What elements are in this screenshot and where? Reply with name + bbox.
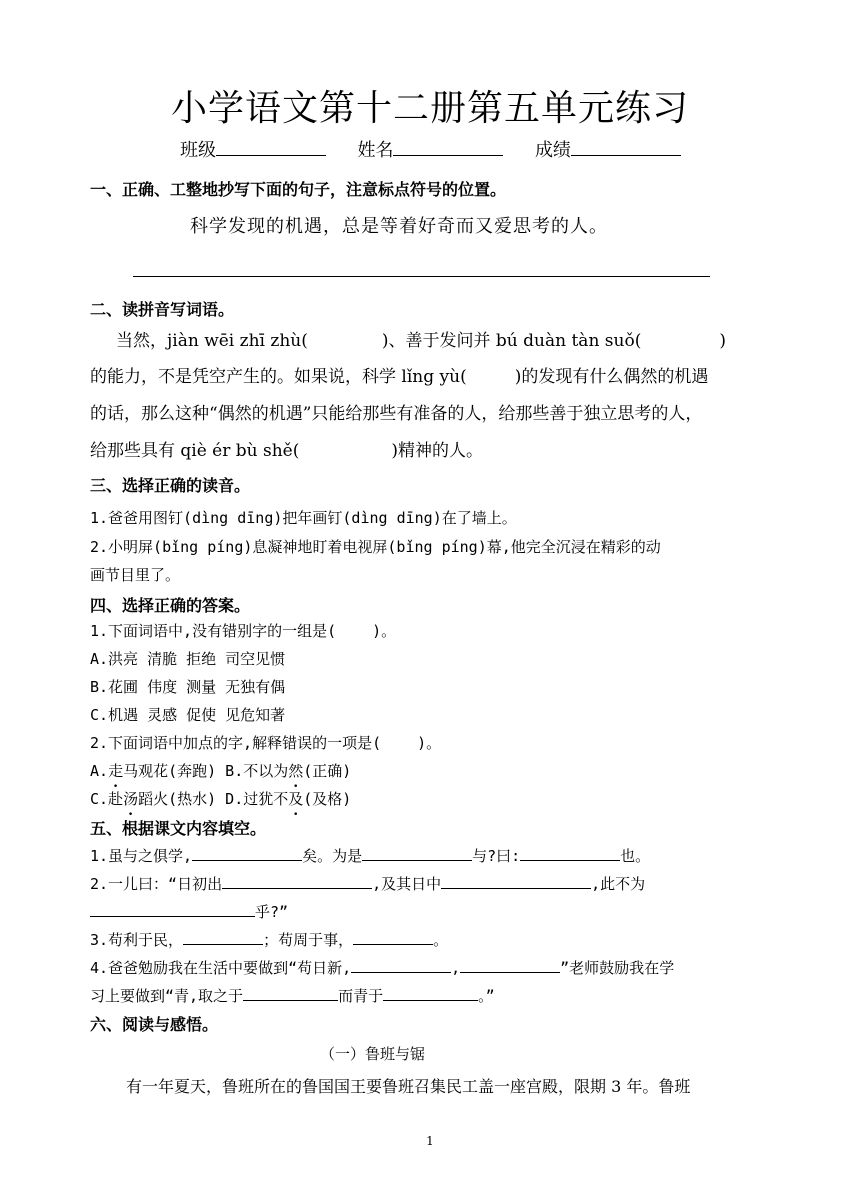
page-title: 小学语文第十二册第五单元练习	[170, 88, 689, 129]
class-label: 班级	[180, 140, 216, 161]
dotted-char: 然	[288, 762, 304, 780]
fill-text: 矣。为是	[302, 847, 363, 865]
fill-text: 。”	[478, 987, 495, 1005]
option-c: C.机遇 灵感 促使 见危知著	[90, 706, 286, 724]
question-text: )。	[417, 734, 442, 752]
score-label: 成绩	[534, 140, 571, 161]
section-4-heading: 四、选择正确的答案。	[90, 596, 251, 615]
fill-text: 1.虽与之俱学,	[90, 847, 193, 865]
option-b: B.花圃 伟度 测量 无独有偶	[90, 678, 286, 696]
question-text: )。	[372, 622, 397, 640]
fill-text: 3.苟利于民，	[90, 931, 184, 949]
option-text: (正确)	[303, 762, 352, 780]
dotted-char: 汤	[123, 790, 139, 808]
option-a: A.洪亮 清脆 拒绝 司空见惯	[90, 650, 286, 668]
fill-text: ”老师鼓励我在学	[560, 959, 675, 977]
pinyin-line-1	[116, 326, 726, 351]
pinyin-text: 的能力，不是凭空产生的。如果说，科学 lǐng yù(	[90, 367, 467, 387]
fill-text: ,	[451, 959, 461, 977]
copy-sentence: 科学发现的机遇，总是等着好奇而又爱思考的人。	[190, 216, 608, 237]
pinyin-text: 给那些具有 qiè ér bù shě(	[90, 441, 300, 461]
fill-blank[interactable]	[520, 844, 620, 861]
fill-text: 乎?”	[255, 903, 289, 921]
dotted-char: 走	[108, 762, 124, 780]
pinyin-text: )的发现有什么偶然的机遇	[514, 367, 709, 387]
fill-blank[interactable]	[353, 928, 433, 945]
choice-question-1	[90, 620, 396, 641]
fill-text: 与?曰:	[472, 847, 521, 865]
reading-question-2-cont: 画节目里了。	[90, 566, 181, 584]
fill-question-2	[90, 872, 645, 894]
pinyin-line-3: 的话，那么这种“偶然的机遇”只能给那些有准备的人，给那些善于独立思考的人，	[90, 404, 703, 424]
section-2-heading: 二、读拼音写词语。	[90, 300, 235, 319]
class-field[interactable]	[216, 139, 326, 156]
section-1-heading: 一、正确、工整地抄写下面的句子，注意标点符号的位置。	[90, 180, 507, 199]
fill-question-4	[90, 956, 674, 978]
pinyin-text: )	[719, 331, 726, 351]
pinyin-text: 当然，jiàn wēi zhī zhù(	[116, 331, 308, 351]
student-info-row	[180, 136, 681, 162]
fill-text: ；苟周于事，	[263, 931, 354, 949]
score-field[interactable]	[571, 139, 681, 156]
section-3-heading: 三、选择正确的读音。	[90, 476, 251, 495]
pinyin-line-2	[90, 362, 708, 387]
choice-question-2	[90, 732, 441, 753]
question-text: 1.下面词语中,没有错别字的一组是(	[90, 622, 337, 640]
reading-question-1: 1.爸爸用图钉(dìng dīng)把年画钉(dìng dīng)在了墙上。	[90, 509, 517, 527]
fill-text: 4.爸爸勉励我在生活中要做到“苟日新,	[90, 959, 352, 977]
copy-answer-line[interactable]	[133, 276, 710, 277]
option-cd-row	[90, 788, 351, 809]
fill-text: 习上要做到“青,取之于	[90, 987, 244, 1005]
fill-text: ,及其日中	[372, 875, 442, 893]
option-text: C.赴	[90, 790, 124, 808]
fill-blank[interactable]	[243, 984, 338, 1001]
fill-blank[interactable]	[90, 900, 255, 917]
option-text: A.	[90, 762, 109, 780]
dotted-char: 及	[288, 790, 304, 808]
reading-paragraph: 有一年夏天，鲁班所在的鲁国国王要鲁班召集民工盖一座宫殿，限期 3 年。鲁班	[126, 1077, 691, 1096]
option-text: 马观花(奔跑) B.不以为	[123, 762, 289, 780]
pinyin-text: )、善于发问并 bú duàn tàn suǒ(	[381, 331, 642, 351]
fill-question-3	[90, 928, 448, 950]
fill-blank[interactable]	[460, 956, 560, 973]
fill-text: 也。	[620, 847, 651, 865]
fill-question-2-cont	[90, 900, 288, 922]
fill-blank[interactable]	[351, 956, 451, 973]
question-text: 2.下面词语中加点的字,解释错误的一项是(	[90, 734, 382, 752]
fill-text: 而青于	[338, 987, 384, 1005]
section-6-heading: 六、阅读与感悟。	[90, 1015, 219, 1034]
name-label: 姓名	[357, 140, 394, 161]
option-ab-row	[90, 760, 351, 781]
fill-question-4-cont	[90, 984, 495, 1006]
fill-text: 2.一儿曰：“日初出	[90, 875, 223, 893]
option-text: (及格)	[303, 790, 352, 808]
fill-blank[interactable]	[383, 984, 478, 1001]
fill-question-1	[90, 844, 650, 866]
option-text: 蹈火(热水) D.过犹不	[138, 790, 289, 808]
pinyin-text: )精神的人。	[391, 441, 484, 461]
reading-subtitle: （一）鲁班与锯	[320, 1045, 426, 1063]
section-5-heading: 五、根据课文内容填空。	[90, 819, 267, 838]
fill-blank[interactable]	[362, 844, 472, 861]
fill-blank[interactable]	[192, 844, 302, 861]
page-number: 1	[426, 1134, 434, 1148]
name-field[interactable]	[393, 139, 503, 156]
fill-blank[interactable]	[183, 928, 263, 945]
reading-question-2: 2.小明屏(bǐng píng)息凝神地盯着电视屏(bǐng píng)幕,他完全沉浸在精彩的动	[90, 538, 661, 556]
fill-blank[interactable]	[441, 872, 591, 889]
fill-text: ,此不为	[591, 875, 646, 893]
fill-blank[interactable]	[222, 872, 372, 889]
pinyin-line-4	[90, 436, 483, 461]
fill-text: 。	[433, 931, 449, 949]
